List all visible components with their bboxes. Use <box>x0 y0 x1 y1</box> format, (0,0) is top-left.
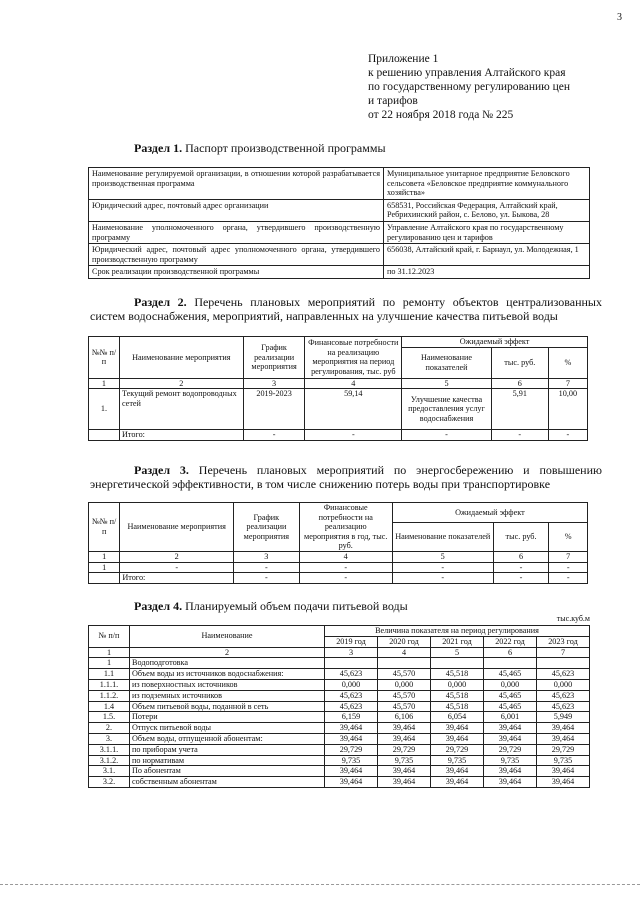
section3-label: Раздел 3. <box>134 463 189 477</box>
column-number: 2 <box>120 551 234 562</box>
col-year-header: 2022 год <box>484 636 537 647</box>
appendix-line: Приложение 1 <box>368 53 439 65</box>
total-cell: - <box>491 430 548 441</box>
appendix-line: и тарифов <box>368 95 418 107</box>
column-number: 2 <box>130 647 325 658</box>
col-name-header: Наименование <box>130 626 325 648</box>
total-cell: - <box>243 430 305 441</box>
total-cell: - <box>493 573 549 584</box>
table-header-row <box>89 626 590 637</box>
passport-label: Наименование уполномоченного органа, утвердившего производственную программу <box>89 221 384 243</box>
passport-label: Наименование регулируемой организации, в отношении которой разрабатывается производственная программа <box>89 168 384 200</box>
row-value: 0,000 <box>484 679 537 690</box>
table-row <box>89 669 590 680</box>
row-value: 6,106 <box>378 712 431 723</box>
total-row <box>89 573 588 584</box>
repair-measures-table <box>88 336 588 441</box>
section4-label: Раздел 4. <box>134 599 183 613</box>
col-thousand-header: тыс. руб. <box>491 347 548 378</box>
col-num-header: №№ п/п <box>89 503 120 552</box>
row-name: из подземных источников <box>130 690 325 701</box>
row-value: 6,159 <box>325 712 378 723</box>
row-finance: 59,14 <box>305 389 402 430</box>
table-row <box>89 733 590 744</box>
row-value: 9,735 <box>537 755 590 766</box>
col-name-header: Наименование мероприятия <box>119 337 243 379</box>
column-number: 7 <box>548 378 587 389</box>
col-finance-header: Финансовые потребности на реализацию мероприятия на период регулирования, тыс. руб <box>305 337 402 379</box>
total-row <box>89 430 588 441</box>
passport-value: по 31.12.2023 <box>384 266 590 279</box>
column-number: 3 <box>243 378 305 389</box>
row-value: 39,464 <box>378 766 431 777</box>
section4-title <box>134 599 408 613</box>
passport-label: Юридический адрес, почтовый адрес организации <box>89 199 384 221</box>
table-row <box>89 755 590 766</box>
row-value: 39,464 <box>431 723 484 734</box>
total-cell: - <box>234 573 300 584</box>
row-cell: - <box>549 562 588 573</box>
row-thousand: 5,91 <box>491 389 548 430</box>
row-name: Объем воды из источников водоснабжения: <box>130 669 325 680</box>
row-value: 39,464 <box>431 733 484 744</box>
row-value: 29,729 <box>537 744 590 755</box>
row-cell: - <box>120 562 234 573</box>
col-year-header: 2020 год <box>378 636 431 647</box>
row-num: 3.1.2. <box>89 755 130 766</box>
total-cell: - <box>305 430 402 441</box>
total-label: Итого: <box>120 573 234 584</box>
table-row <box>89 389 588 430</box>
row-value: 39,464 <box>484 723 537 734</box>
row-name: Отпуск питьевой воды <box>130 723 325 734</box>
row-value: 39,464 <box>484 733 537 744</box>
row-num: 1.1.2. <box>89 690 130 701</box>
row-value: 39,464 <box>378 733 431 744</box>
row-value: 39,464 <box>484 777 537 788</box>
row-value: 45,623 <box>537 701 590 712</box>
col-indicator-header: Наименование показателей <box>392 522 493 551</box>
passport-label: Срок реализации производственной программы <box>89 266 384 279</box>
column-number: 5 <box>392 551 493 562</box>
row-value: 45,623 <box>325 701 378 712</box>
column-number: 1 <box>89 551 120 562</box>
row-indicator: Улучшение качества предоставления услуг водоснабжения <box>402 389 492 430</box>
table-row <box>89 712 590 723</box>
column-number: 1 <box>89 378 120 389</box>
table-row <box>89 199 590 221</box>
row-value <box>325 658 378 669</box>
row-cell: - <box>299 562 392 573</box>
col-num-header: № п/п <box>89 626 130 648</box>
column-number: 6 <box>491 378 548 389</box>
row-value: 39,464 <box>325 723 378 734</box>
row-value: 39,464 <box>537 733 590 744</box>
column-number: 1 <box>89 647 130 658</box>
row-num: 3.1. <box>89 766 130 777</box>
section2-title-text: Перечень плановых мероприятий по ремонту объектов централизованных систем водоснабжения, мероприятий, направленных на улучшение качества питьевой воды <box>90 295 602 323</box>
appendix-line: по государственному регулированию цен <box>368 81 571 93</box>
row-value: 45,623 <box>537 690 590 701</box>
column-number: 5 <box>431 647 484 658</box>
row-value: 6,054 <box>431 712 484 723</box>
column-number: 4 <box>299 551 392 562</box>
row-value: 9,735 <box>378 755 431 766</box>
row-value: 29,729 <box>378 744 431 755</box>
row-value: 6,001 <box>484 712 537 723</box>
row-value: 39,464 <box>378 777 431 788</box>
passport-value: Управление Алтайского края по государственному регулированию цен и тарифов <box>384 221 590 243</box>
col-period-header: Величина показателя на период регулирования <box>325 626 590 637</box>
column-number: 6 <box>484 647 537 658</box>
col-thousand-header: тыс. руб. <box>493 522 549 551</box>
row-value <box>431 658 484 669</box>
col-schedule-header: График реализации мероприятия <box>243 337 305 379</box>
row-value: 0,000 <box>378 679 431 690</box>
section2-label: Раздел 2. <box>134 295 187 309</box>
table-row <box>89 744 590 755</box>
row-value: 29,729 <box>325 744 378 755</box>
row-value: 45,518 <box>431 669 484 680</box>
section1-title <box>134 141 386 155</box>
passport-table <box>88 167 590 279</box>
table-row <box>89 244 590 266</box>
column-number: 2 <box>119 378 243 389</box>
row-num: 1.4 <box>89 701 130 712</box>
row-value: 45,465 <box>484 690 537 701</box>
table-row <box>89 690 590 701</box>
table-row <box>89 221 590 243</box>
row-num: 1. <box>89 389 120 430</box>
row-name: по приборам учета <box>130 744 325 755</box>
column-number: 6 <box>493 551 549 562</box>
row-value: 0,000 <box>431 679 484 690</box>
row-value: 39,464 <box>431 777 484 788</box>
section3-title-text: Перечень плановых мероприятий по энергосбережению и повышению энергетической эффективности, в том числе снижению потерь воды при транспортировке <box>90 463 602 491</box>
passport-label: Юридический адрес, почтовый адрес уполномоченного органа, утвердившего производственную программу <box>89 244 384 266</box>
row-percent: 10,00 <box>548 389 587 430</box>
appendix-block <box>368 52 618 122</box>
total-cell: - <box>299 573 392 584</box>
row-num: 3.2. <box>89 777 130 788</box>
column-number: 7 <box>537 647 590 658</box>
row-name: Потери <box>130 712 325 723</box>
energy-measures-table <box>88 502 588 584</box>
row-value: 45,623 <box>325 669 378 680</box>
col-effect-header: Ожидаемый эффект <box>392 503 587 523</box>
row-value: 45,570 <box>378 669 431 680</box>
row-value <box>378 658 431 669</box>
table-row <box>89 701 590 712</box>
col-finance-header: Финансовые потребности на реализацию мероприятия в год, тыс. руб. <box>299 503 392 552</box>
row-value: 39,464 <box>378 723 431 734</box>
total-cell: - <box>392 573 493 584</box>
row-value: 39,464 <box>431 766 484 777</box>
table-header-row <box>89 503 588 523</box>
table-row <box>89 777 590 788</box>
row-value <box>484 658 537 669</box>
col-indicator-header: Наименование показателей <box>402 347 492 378</box>
table-row <box>89 658 590 669</box>
column-number-row <box>89 378 588 389</box>
col-name-header: Наименование мероприятия <box>120 503 234 552</box>
total-cell: - <box>549 573 588 584</box>
column-number: 3 <box>234 551 300 562</box>
column-number: 3 <box>325 647 378 658</box>
section2-title <box>90 295 602 323</box>
row-value: 45,465 <box>484 669 537 680</box>
row-value: 9,735 <box>431 755 484 766</box>
column-number-row <box>89 647 590 658</box>
water-supply-rows <box>89 658 590 788</box>
row-value: 9,735 <box>325 755 378 766</box>
col-percent-header: % <box>548 347 587 378</box>
row-value: 45,623 <box>537 669 590 680</box>
appendix-line: от 22 ноября 2018 года № 225 <box>368 109 514 121</box>
row-value: 45,623 <box>325 690 378 701</box>
section1-label: Раздел 1. <box>134 141 183 155</box>
row-num: 1 <box>89 658 130 669</box>
row-name: Водоподготовка <box>130 658 325 669</box>
passport-value: Муниципальное унитарное предприятие Беловского сельсовета «Беловское предприятие коммунального хозяйства» <box>384 168 590 200</box>
appendix-line: к решению управления Алтайского края <box>368 67 566 79</box>
row-value: 9,735 <box>484 755 537 766</box>
col-year-header: 2023 год <box>537 636 590 647</box>
row-cell: - <box>234 562 300 573</box>
row-name: По абонентам <box>130 766 325 777</box>
column-number: 4 <box>378 647 431 658</box>
row-value <box>537 658 590 669</box>
row-num: 1.1 <box>89 669 130 680</box>
row-value: 39,464 <box>325 777 378 788</box>
row-value: 45,465 <box>484 701 537 712</box>
row-name: из поверхностных источников <box>130 679 325 690</box>
row-value: 45,570 <box>378 701 431 712</box>
table-row <box>89 679 590 690</box>
section1-title-text: Паспорт производственной программы <box>185 141 386 155</box>
row-value: 39,464 <box>484 766 537 777</box>
row-num: 3. <box>89 733 130 744</box>
row-name: Текущий ремонт водопроводных сетей <box>119 389 243 430</box>
row-value: 0,000 <box>325 679 378 690</box>
row-cell: - <box>493 562 549 573</box>
row-value: 45,570 <box>378 690 431 701</box>
total-num <box>89 573 120 584</box>
total-cell: - <box>548 430 587 441</box>
unit-label: тыс.куб.м <box>556 614 590 623</box>
row-value: 45,518 <box>431 690 484 701</box>
row-value: 39,464 <box>537 723 590 734</box>
scan-edge-divider <box>0 884 640 885</box>
row-value: 0,000 <box>537 679 590 690</box>
table-header-row <box>89 337 588 348</box>
table-row <box>89 766 590 777</box>
row-value: 39,464 <box>325 766 378 777</box>
row-value: 5,949 <box>537 712 590 723</box>
row-cell: - <box>392 562 493 573</box>
col-percent-header: % <box>549 522 588 551</box>
row-num: 1.1.1. <box>89 679 130 690</box>
row-num: 1 <box>89 562 120 573</box>
water-supply-volume-table <box>88 625 590 788</box>
total-num <box>89 430 120 441</box>
row-name: по нормативам <box>130 755 325 766</box>
col-num-header: №№ п/п <box>89 337 120 379</box>
col-year-header: 2021 год <box>431 636 484 647</box>
row-value: 29,729 <box>484 744 537 755</box>
table-row <box>89 723 590 734</box>
passport-value: 656038, Алтайский край, г. Барнаул, ул. Молодежная, 1 <box>384 244 590 266</box>
row-num: 2. <box>89 723 130 734</box>
col-schedule-header: График реализации мероприятия <box>234 503 300 552</box>
table-row <box>89 562 588 573</box>
column-number: 7 <box>549 551 588 562</box>
table-row <box>89 168 590 200</box>
row-value: 45,518 <box>431 701 484 712</box>
row-name: Объем воды, отпущенной абонентам: <box>130 733 325 744</box>
row-num: 3.1.1. <box>89 744 130 755</box>
section3-title <box>90 463 602 491</box>
total-label: Итого: <box>119 430 243 441</box>
column-number-row <box>89 551 588 562</box>
page-number: 3 <box>617 12 622 23</box>
row-value: 39,464 <box>537 777 590 788</box>
col-year-header: 2019 год <box>325 636 378 647</box>
column-number: 4 <box>305 378 402 389</box>
total-cell: - <box>402 430 492 441</box>
col-effect-header: Ожидаемый эффект <box>402 337 588 348</box>
passport-value: 658531, Российская Федерация, Алтайский край, Ребрихинский район, с. Белово, ул. Быкова, 28 <box>384 199 590 221</box>
row-schedule: 2019-2023 <box>243 389 305 430</box>
row-name: собственным абонентам <box>130 777 325 788</box>
row-value: 29,729 <box>431 744 484 755</box>
row-name: Объем питьевой воды, поданной в сеть <box>130 701 325 712</box>
row-value: 39,464 <box>325 733 378 744</box>
row-num: 1.5. <box>89 712 130 723</box>
row-value: 39,464 <box>537 766 590 777</box>
section4-title-text: Планируемый объем подачи питьевой воды <box>185 599 408 613</box>
column-number: 5 <box>402 378 492 389</box>
table-row <box>89 266 590 279</box>
